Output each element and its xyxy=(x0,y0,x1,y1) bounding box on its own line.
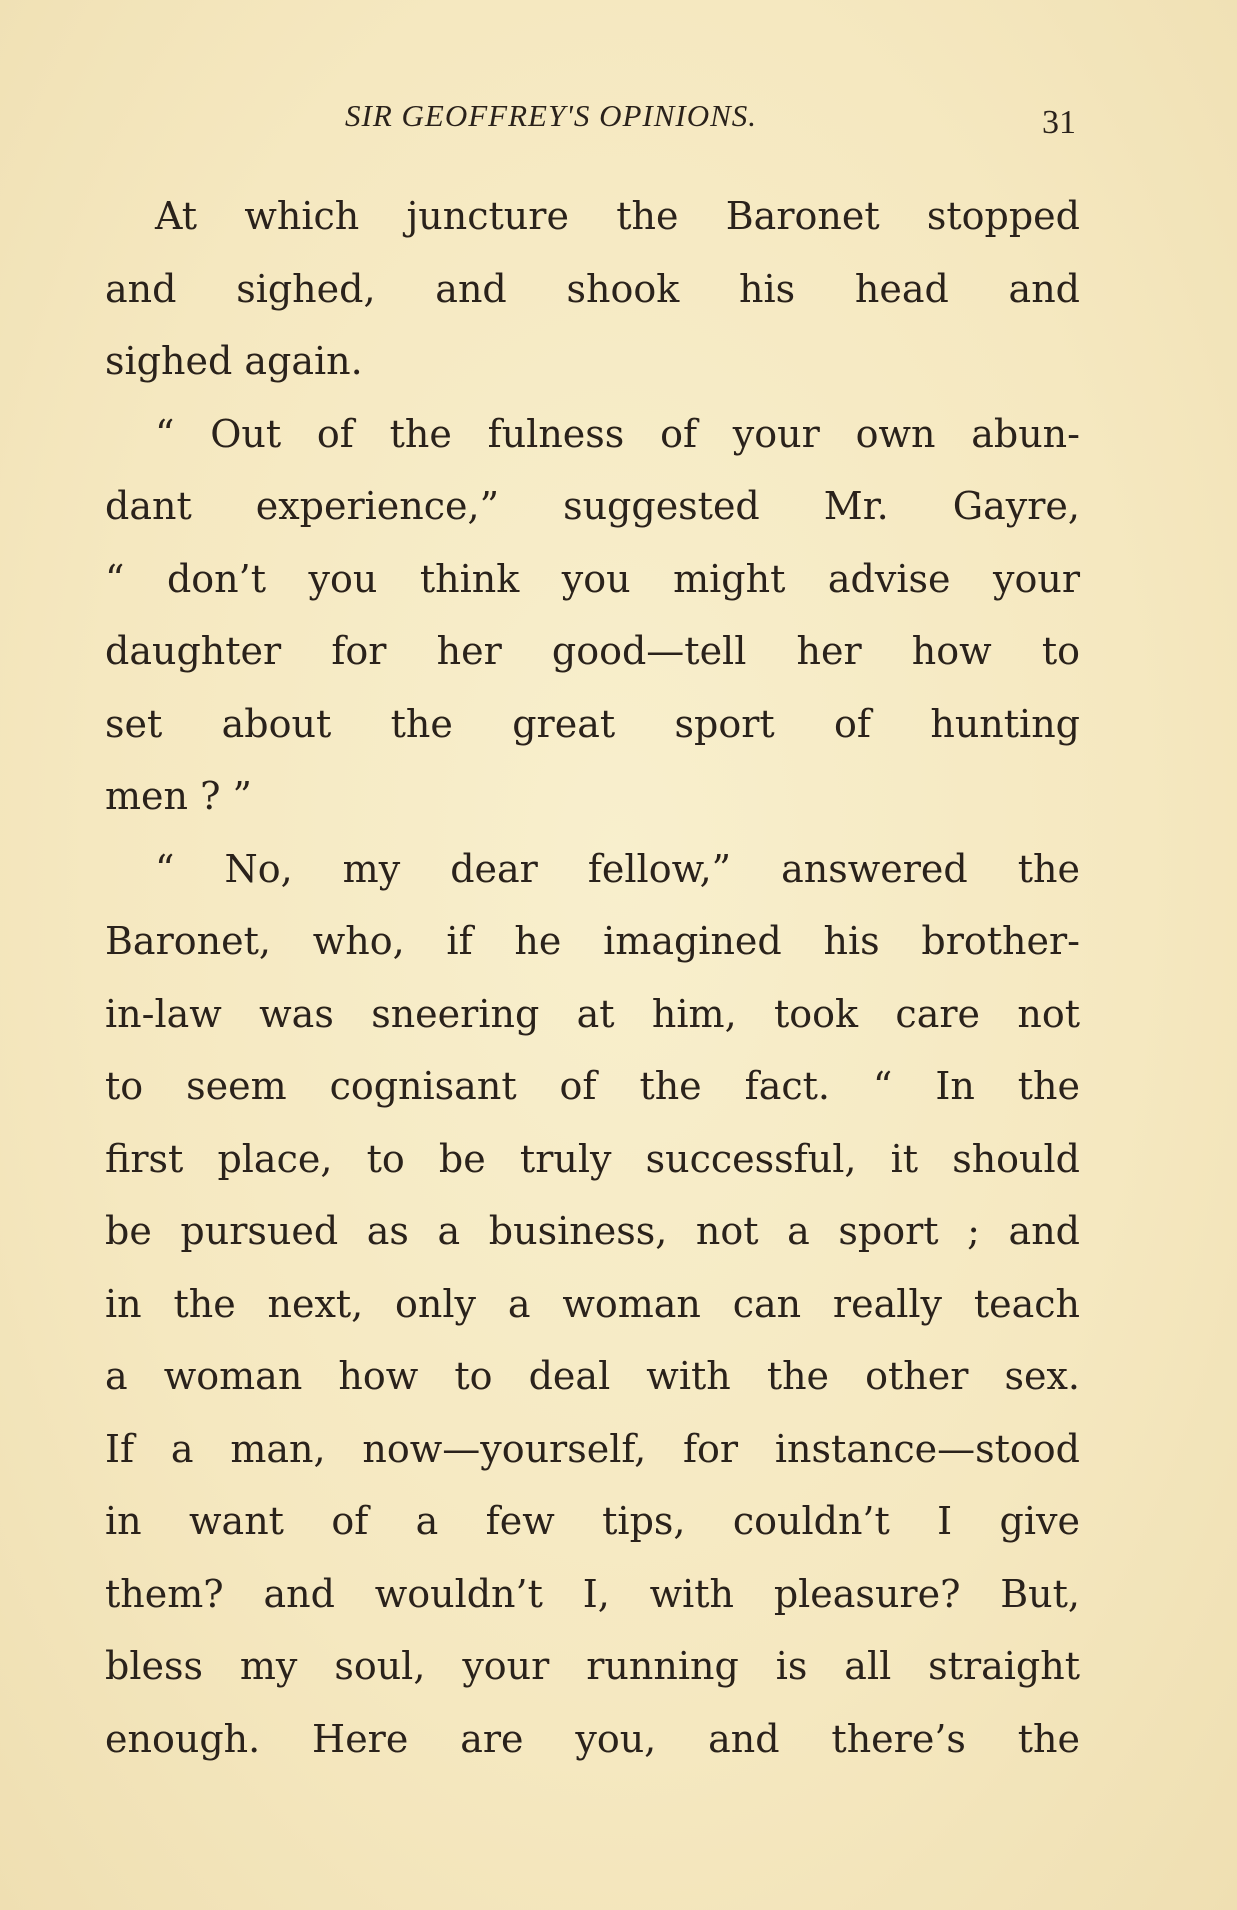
text-line: first place, to be truly successful, it should xyxy=(105,1136,1080,1181)
text-line: to seem cognisant of the fact. “ In the xyxy=(105,1064,1080,1108)
text-line: “ don’t you think you might advise your xyxy=(105,556,1080,601)
text-line: daughter for her good—tell her how to xyxy=(105,629,1080,673)
text-line: a woman how to deal with the other sex. xyxy=(105,1354,1080,1398)
running-head xyxy=(0,98,1237,141)
text-line: Baronet, who, if he imagined his brother- xyxy=(105,919,1080,963)
text-line: “ Out of the fulness of your own abun- xyxy=(155,411,1080,456)
text-line: “ No, my dear fellow,” answered the xyxy=(155,846,1080,891)
text-line: set about the great sport of hunting xyxy=(105,701,1080,746)
text-line: and sighed, and shook his head and xyxy=(105,266,1080,311)
text-line: in-law was sneering at him, took care not xyxy=(105,991,1080,1036)
text-line: At which juncture the Baronet stopped xyxy=(155,194,1080,238)
page-number: 31 xyxy=(1042,104,1076,141)
text-line: in want of a few tips, couldn’t I give xyxy=(105,1499,1080,1543)
text-line: them? and wouldn’t I, with pleasure? But, xyxy=(105,1571,1080,1616)
running-title: SIR GEOFFREY'S OPINIONS. xyxy=(345,98,758,133)
text-line: enough. Here are you, and there’s the xyxy=(105,1716,1080,1761)
text-line: be pursued as a business, not a sport ; and xyxy=(105,1209,1080,1253)
text-line: men ? ” xyxy=(105,774,252,818)
body-text xyxy=(105,180,1080,1775)
text-line: If a man, now—yourself, for instance—stood xyxy=(105,1426,1080,1471)
text-line: dant experience,” suggested Mr. Gayre, xyxy=(105,484,1080,528)
text-line: sighed again. xyxy=(105,339,363,383)
text-line: bless my soul, your running is all straight xyxy=(105,1644,1080,1688)
text-line: in the next, only a woman can really teach xyxy=(105,1281,1080,1326)
